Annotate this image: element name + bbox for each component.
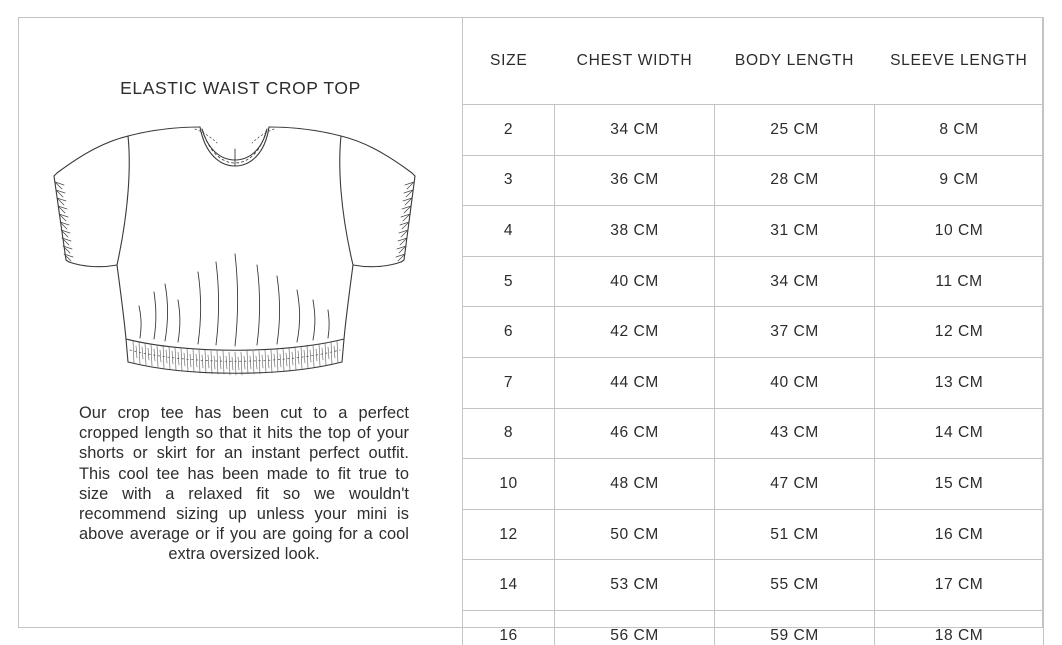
- size-cell: 16: [463, 610, 555, 645]
- size-cell: 12: [463, 509, 555, 560]
- body-length-cell: 28 CM: [715, 155, 875, 206]
- chest-width-cell: 50 CM: [555, 509, 715, 560]
- size-cell: 2: [463, 105, 555, 156]
- size-cell: 4: [463, 206, 555, 257]
- chest-width-cell: 48 CM: [555, 459, 715, 510]
- column-header-sleeve-length: SLEEVE LENGTH: [875, 18, 1044, 105]
- crop-top-flat-sketch-icon: [45, 110, 435, 385]
- sleeve-length-cell: 16 CM: [875, 509, 1044, 560]
- size-cell: 5: [463, 256, 555, 307]
- chest-width-cell: 40 CM: [555, 256, 715, 307]
- chest-width-cell: 34 CM: [555, 105, 715, 156]
- table-row: [463, 307, 1044, 358]
- column-header-size: SIZE: [463, 18, 555, 105]
- product-info-panel: [19, 18, 462, 627]
- chest-width-cell: 44 CM: [555, 357, 715, 408]
- sleeve-length-cell: 13 CM: [875, 357, 1044, 408]
- table-row: [463, 357, 1044, 408]
- body-length-cell: 25 CM: [715, 105, 875, 156]
- body-length-cell: 59 CM: [715, 610, 875, 645]
- size-chart-table-container: [462, 17, 1043, 644]
- table-header: [463, 18, 1044, 105]
- column-header-body-length: BODY LENGTH: [715, 18, 875, 105]
- page-title: ELASTIC WAIST CROP TOP: [120, 78, 361, 98]
- body-length-cell: 47 CM: [715, 459, 875, 510]
- column-header-chest-width: CHEST WIDTH: [555, 18, 715, 105]
- table-row: [463, 459, 1044, 510]
- table-row: [463, 408, 1044, 459]
- size-cell: 6: [463, 307, 555, 358]
- table-row: [463, 206, 1044, 257]
- chest-width-cell: 38 CM: [555, 206, 715, 257]
- body-length-cell: 37 CM: [715, 307, 875, 358]
- chest-width-cell: 42 CM: [555, 307, 715, 358]
- sleeve-length-cell: 9 CM: [875, 155, 1044, 206]
- body-length-cell: 51 CM: [715, 509, 875, 560]
- body-length-cell: 43 CM: [715, 408, 875, 459]
- table-header-row: [463, 18, 1044, 105]
- chest-width-cell: 56 CM: [555, 610, 715, 645]
- size-chart-table: [462, 17, 1044, 645]
- size-cell: 10: [463, 459, 555, 510]
- size-cell: 7: [463, 357, 555, 408]
- chest-width-cell: 46 CM: [555, 408, 715, 459]
- table-row: [463, 256, 1044, 307]
- sleeve-length-cell: 8 CM: [875, 105, 1044, 156]
- table-row: [463, 610, 1044, 645]
- table-row: [463, 105, 1044, 156]
- product-description: Our crop tee has been cut to a perfect cropped length so that it hits the top of your shorts or skirt for an instant perfect outfit. This cool tee has been made to fit true to size with a relaxed fit so we wouldn't recommend sizing up unless your mini is above average or if you are going for a cool extra oversized look.: [79, 404, 409, 564]
- body-length-cell: 34 CM: [715, 256, 875, 307]
- sleeve-length-cell: 10 CM: [875, 206, 1044, 257]
- size-cell: 14: [463, 560, 555, 611]
- sleeve-length-cell: 17 CM: [875, 560, 1044, 611]
- size-cell: 3: [463, 155, 555, 206]
- table-row: [463, 560, 1044, 611]
- body-length-cell: 40 CM: [715, 357, 875, 408]
- sleeve-length-cell: 15 CM: [875, 459, 1044, 510]
- table-body: [463, 105, 1044, 645]
- chest-width-cell: 53 CM: [555, 560, 715, 611]
- body-length-cell: 55 CM: [715, 560, 875, 611]
- chest-width-cell: 36 CM: [555, 155, 715, 206]
- table-row: [463, 509, 1044, 560]
- table-row: [463, 155, 1044, 206]
- sleeve-length-cell: 18 CM: [875, 610, 1044, 645]
- sleeve-length-cell: 14 CM: [875, 408, 1044, 459]
- size-cell: 8: [463, 408, 555, 459]
- sleeve-length-cell: 11 CM: [875, 256, 1044, 307]
- sleeve-length-cell: 12 CM: [875, 307, 1044, 358]
- body-length-cell: 31 CM: [715, 206, 875, 257]
